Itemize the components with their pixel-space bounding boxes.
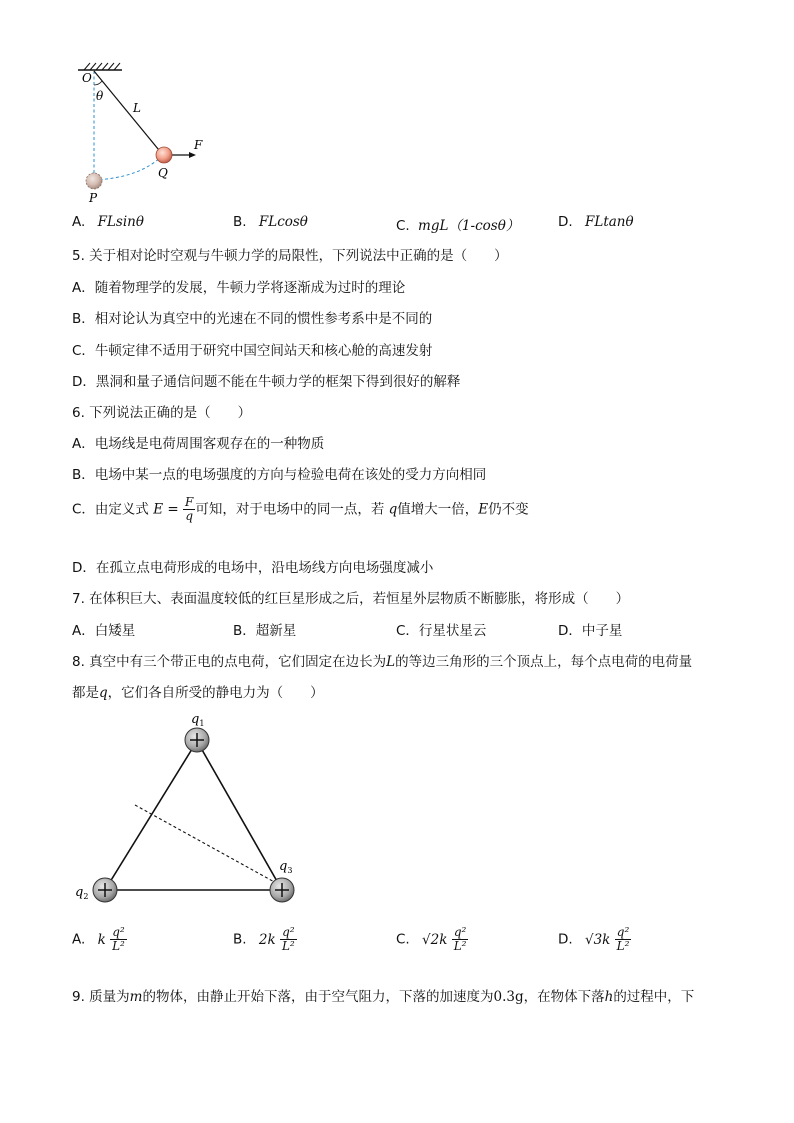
option-fraction: $\frac{\text{q²}}{\text{L²}}$ <box>281 925 295 953</box>
option-fraction: $\frac{\text{q²}}{\text{L²}}$ <box>453 925 467 953</box>
option-coef: √2k <box>422 931 448 948</box>
q8-stem-line2 <box>72 681 324 701</box>
ceiling-hatch <box>84 63 120 70</box>
fraction-numerator: F <box>185 495 194 509</box>
label-q2: $q_2$ <box>75 885 89 901</box>
option-letter: B. <box>233 214 247 230</box>
q8-stem-line1 <box>72 650 692 670</box>
stem-text: 都是 <box>72 685 99 701</box>
option-text: 值增大一倍， <box>397 501 479 518</box>
q6-stem: 6. 下列说法正确的是（ ） <box>72 405 252 421</box>
option-fraction: $\frac{\text{q²}}{\text{L²}}$ <box>112 925 125 953</box>
ball-p <box>86 173 102 189</box>
q7-option-a: A．白矮星 <box>72 623 136 639</box>
q7-stem: 7. 在体积巨大、表面温度较低的红巨星形成之后，若恒星外层物质不断膨胀，将形成（ ） <box>72 591 630 607</box>
triangle-figure <box>66 708 316 908</box>
q7-option-b: B．超新星 <box>233 623 297 639</box>
fraction-denominator: q <box>185 509 193 523</box>
q7-option-d: D．中子星 <box>558 623 623 639</box>
charge-q2 <box>93 878 117 902</box>
triangle-side-right <box>197 741 282 890</box>
option-coef: √3k <box>584 931 611 948</box>
force-arrowhead <box>189 152 196 158</box>
option-letter: D. <box>558 214 573 230</box>
q8-option-c <box>396 926 468 953</box>
q4-option-b <box>233 214 308 230</box>
stem-text: 的过程中，下 <box>613 989 695 1005</box>
var-m: m <box>129 989 143 1005</box>
option-text: 仍不变 <box>488 501 529 518</box>
q5-stem: 5. 关于相对论时空观与牛顿力学的局限性，下列说法中正确的是（ ） <box>72 248 508 264</box>
label-p: P <box>89 191 98 205</box>
option-text: C．由定义式 <box>72 501 149 518</box>
option-expr: FLcosθ <box>258 214 308 230</box>
triangle-side-left <box>105 741 197 890</box>
option-letter: A. <box>72 214 86 230</box>
option-fraction: $\frac{\text{q²}}{\text{L²}}$ <box>616 925 630 953</box>
angle-arc <box>94 81 102 85</box>
label-theta: θ <box>96 89 104 103</box>
q8-option-b <box>233 926 297 953</box>
option-letter: B. <box>233 931 247 948</box>
option-coef: k <box>97 931 106 948</box>
option-letter: C. <box>396 931 410 948</box>
q9-stem <box>72 985 694 1005</box>
q6-option-a: A．电场线是电荷周围客观存在的一种物质 <box>72 436 325 452</box>
option-expr: FLsinθ <box>97 214 144 230</box>
label-q3: $q_3$ <box>279 859 293 875</box>
q4-option-d <box>558 214 634 230</box>
q8-option-a <box>72 926 127 953</box>
label-q: Q <box>158 166 168 180</box>
option-expr: mgL（1-cosθ） <box>418 218 520 234</box>
label-f: F <box>194 138 203 152</box>
var-l: L <box>386 654 396 670</box>
q5-option-b: B．相对论认为真空中的光速在不同的惯性参考系中是不同的 <box>72 311 433 327</box>
option-letter: A. <box>72 931 86 948</box>
charge-q3 <box>270 878 294 902</box>
stem-text: ，在物体下落 <box>523 989 605 1005</box>
string-line <box>94 71 163 155</box>
q6-option-c <box>72 496 529 523</box>
acceleration-value: 0.3g <box>493 989 524 1005</box>
var-e: E <box>478 501 489 518</box>
option-text: 可知，对于电场中的同一点，若 <box>195 501 385 518</box>
stem-text: 的等边三角形的三个顶点上，每个点电荷的电荷量 <box>395 654 693 670</box>
stem-text: 的物体，由静止开始下落，由于空气阻力，下落的加速度为 <box>142 989 494 1005</box>
stem-text: 9. 质量为 <box>72 989 130 1005</box>
charge-q1 <box>185 728 209 752</box>
pendulum-figure <box>70 60 230 210</box>
option-coef: 2k <box>258 931 276 948</box>
q7-option-c: C．行星状星云 <box>396 623 487 639</box>
q6-option-b: B．电场中某一点的电场强度的方向与检验电荷在该处的受力方向相同 <box>72 467 487 483</box>
stem-text: 8. 真空中有三个带正电的点电荷，它们固定在边长为 <box>72 654 387 670</box>
q4-option-a <box>72 214 144 230</box>
q5-option-a: A．随着物理学的发展，牛顿力学将逐渐成为过时的理论 <box>72 280 406 296</box>
label-o: O <box>82 71 92 85</box>
var-e: E <box>153 501 164 518</box>
swing-arc <box>94 155 163 180</box>
option-letter: D. <box>558 931 573 948</box>
label-l: L <box>133 101 141 115</box>
q6-option-d: D．在孤立点电荷形成的电场中，沿电场线方向电场强度减小 <box>72 560 434 576</box>
equals-sign: = <box>167 501 179 518</box>
var-q: q <box>388 501 398 518</box>
option-letter: C. <box>396 218 410 234</box>
q5-option-d: D．黑洞和量子通信问题不能在牛顿力学的框架下得到很好的解释 <box>72 374 461 390</box>
var-h: h <box>604 989 614 1005</box>
stem-text: ，它们各自所受的静电力为（ ） <box>107 685 324 701</box>
ball-q <box>156 147 172 163</box>
fraction-f-over-q <box>183 496 195 523</box>
q4-option-c <box>396 214 519 234</box>
option-expr: FLtanθ <box>584 214 634 230</box>
q8-option-d <box>558 926 631 953</box>
label-q1: $q_1$ <box>191 712 205 728</box>
var-q: q <box>99 685 108 701</box>
q5-option-c: C．牛顿定律不适用于研究中国空间站天和核心舱的高速发射 <box>72 343 433 359</box>
